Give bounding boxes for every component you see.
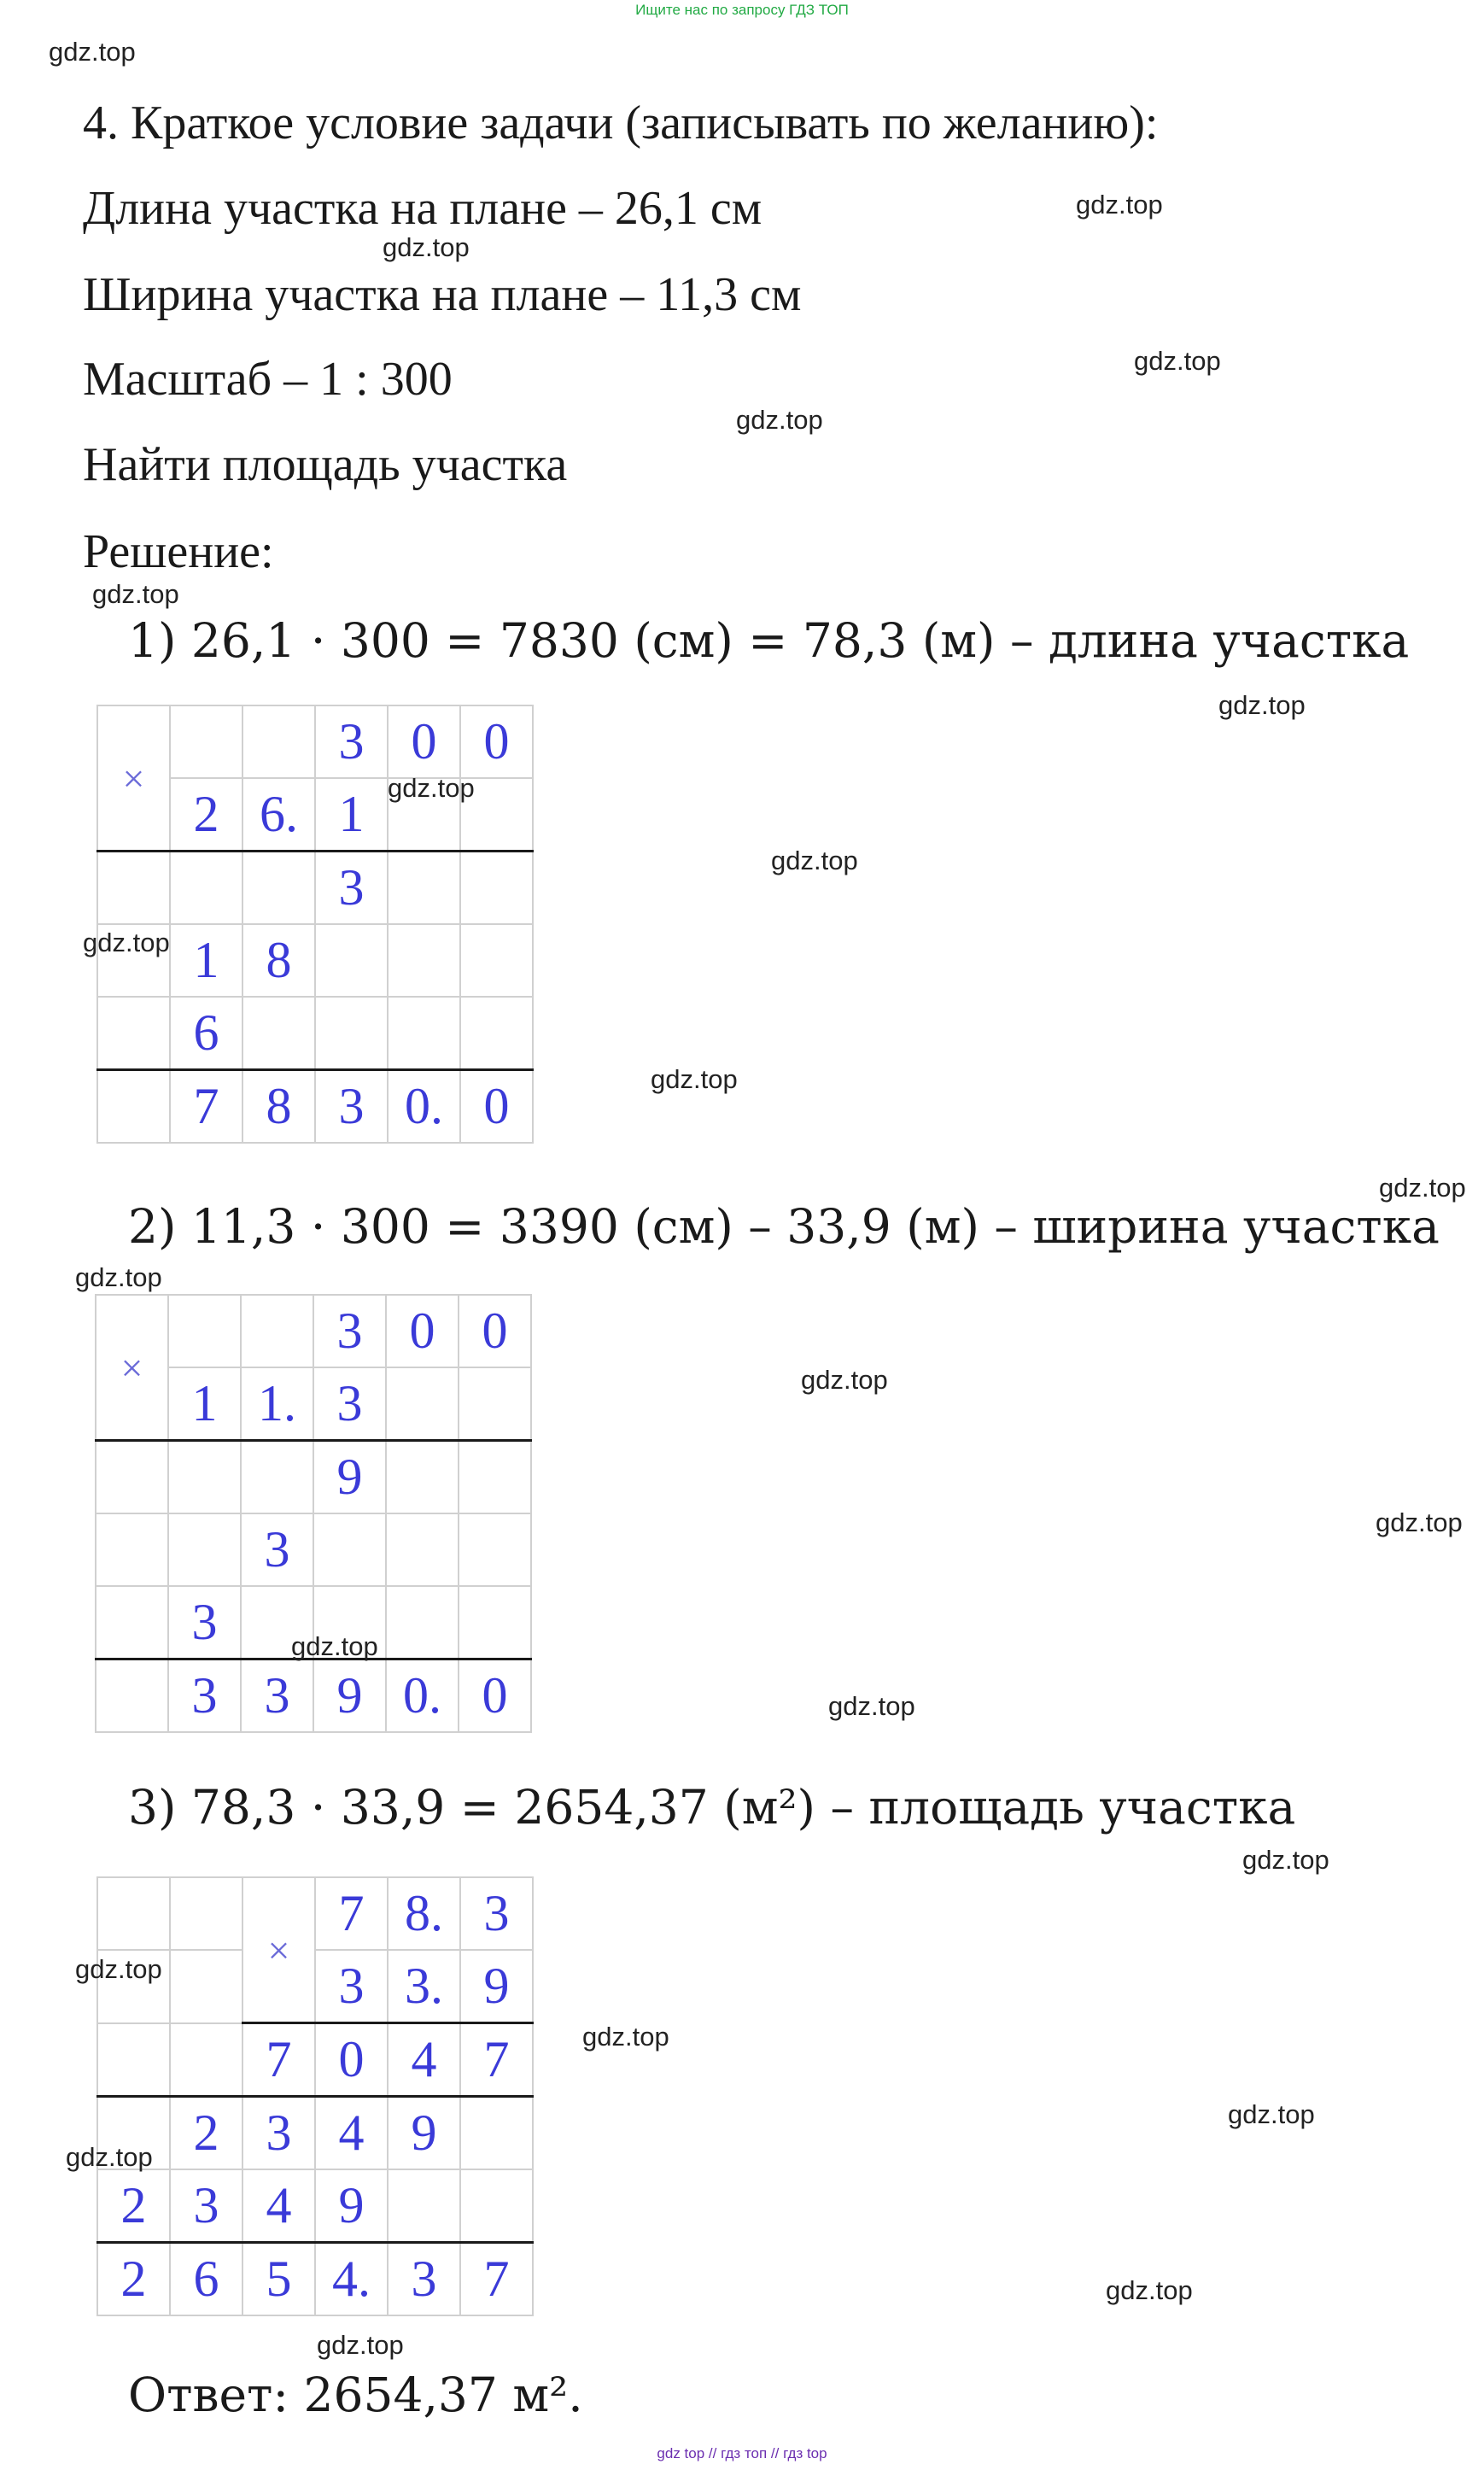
grid-row — [97, 705, 533, 778]
watermark: gdz.top — [83, 928, 170, 957]
grid-cell — [97, 1070, 170, 1144]
grid-cell — [315, 997, 388, 1070]
grid-cell — [315, 924, 388, 997]
grid-cell: 3 — [241, 1659, 313, 1733]
grid-cell — [96, 1659, 168, 1733]
grid-cell — [460, 2097, 533, 2170]
watermark: gdz.top — [1379, 1173, 1466, 1203]
grid-cell: 8. — [388, 1877, 460, 1950]
grid-cell — [242, 852, 315, 925]
grid-cell: 7 — [170, 1070, 242, 1144]
grid-row — [97, 1950, 533, 2023]
grid-cell: 3. — [388, 1950, 460, 2023]
watermark: gdz.top — [66, 2142, 153, 2172]
grid-cell: 4 — [388, 2023, 460, 2097]
grid-cell — [170, 2023, 242, 2097]
step-2-equation: 2) 11,3 · 300 = 3390 (см) – 33,9 (м) – ширина участка — [128, 1199, 1440, 1254]
grid-cell: 7 — [242, 2023, 315, 2097]
grid-row — [97, 1877, 533, 1950]
step-3-equation: 3) 78,3 · 33,9 = 2654,37 (м²) – площадь участка — [128, 1780, 1296, 1835]
grid-cell: 6 — [170, 997, 242, 1070]
grid-cell — [459, 1441, 531, 1514]
solution-label: Решение: — [83, 525, 274, 578]
grid-row — [97, 1070, 533, 1144]
grid-cell — [388, 2169, 460, 2243]
grid-cell: 1 — [170, 924, 242, 997]
grid-cell — [241, 1441, 313, 1514]
grid-row — [97, 997, 533, 1070]
watermark: gdz.top — [92, 579, 179, 609]
watermark: gdz.top — [1376, 1507, 1463, 1537]
watermark: gdz.top — [317, 2330, 404, 2360]
times-sign: × — [242, 1877, 315, 2023]
bottom-banner: gdz top // гдз топ // гдз top — [657, 2445, 827, 2461]
grid-row — [97, 852, 533, 925]
grid-cell — [97, 997, 170, 1070]
multiplication-grid-3 — [96, 1876, 534, 2316]
grid-cell — [242, 997, 315, 1070]
answer: Ответ: 2654,37 м². — [128, 2368, 583, 2422]
grid-cell — [170, 705, 242, 778]
multiplication-grid-2 — [95, 1294, 532, 1733]
grid-cell: 4 — [315, 2097, 388, 2170]
grid-cell: 7 — [315, 1877, 388, 1950]
grid-cell — [170, 1950, 242, 2023]
grid-cell: 8 — [242, 1070, 315, 1144]
given-scale: Масштаб – 1 : 300 — [83, 353, 453, 406]
grid-row — [97, 2169, 533, 2243]
grid-cell — [96, 1586, 168, 1659]
grid-cell — [460, 924, 533, 997]
times-sign: × — [96, 1295, 168, 1441]
watermark: gdz.top — [651, 1064, 738, 1094]
grid-cell: 3 — [168, 1659, 241, 1733]
grid-cell: 3 — [313, 1295, 386, 1367]
grid-cell: 4. — [315, 2243, 388, 2316]
grid-cell — [386, 1441, 459, 1514]
grid-cell: 4 — [242, 2169, 315, 2243]
grid-row — [96, 1659, 531, 1733]
grid-cell — [388, 997, 460, 1070]
grid-cell: 6 — [170, 2243, 242, 2316]
step-1-equation: 1) 26,1 · 300 = 7830 (см) = 78,3 (м) – длина участка — [128, 613, 1410, 668]
grid-cell — [460, 997, 533, 1070]
watermark: gdz.top — [828, 1691, 915, 1721]
grid-cell — [97, 852, 170, 925]
grid-cell — [241, 1295, 313, 1367]
grid-cell: 0. — [386, 1659, 459, 1733]
grid-cell: 8 — [242, 924, 315, 997]
grid-cell: 7 — [460, 2023, 533, 2097]
grid-cell: 9 — [313, 1659, 386, 1733]
grid-cell — [97, 1877, 170, 1950]
grid-cell: 9 — [313, 1441, 386, 1514]
grid-cell — [459, 1586, 531, 1659]
grid-cell: 0 — [388, 705, 460, 778]
top-banner: Ищите нас по запросу ГДЗ ТОП — [635, 2, 849, 18]
grid-cell — [386, 1367, 459, 1441]
grid-cell: 2 — [97, 2169, 170, 2243]
grid-row — [97, 2023, 533, 2097]
grid-cell: 9 — [315, 2169, 388, 2243]
grid-cell: 6. — [242, 778, 315, 852]
grid-cell — [96, 1441, 168, 1514]
grid-cell — [170, 852, 242, 925]
grid-cell: 9 — [460, 1950, 533, 2023]
grid-cell — [168, 1441, 241, 1514]
grid-cell — [460, 2169, 533, 2243]
grid-cell — [386, 1586, 459, 1659]
grid-cell: 3 — [388, 2243, 460, 2316]
grid-row — [96, 1295, 531, 1367]
watermark: gdz.top — [801, 1365, 888, 1395]
watermark: gdz.top — [1242, 1845, 1329, 1875]
grid-cell — [460, 852, 533, 925]
times-sign: × — [97, 705, 170, 852]
grid-cell: 9 — [388, 2097, 460, 2170]
watermark: gdz.top — [1076, 190, 1163, 220]
watermark: gdz.top — [75, 1262, 162, 1292]
grid-row — [96, 1441, 531, 1514]
watermark: gdz.top — [736, 405, 823, 435]
grid-cell — [170, 1877, 242, 1950]
watermark: gdz.top — [49, 37, 136, 67]
grid-cell: 3 — [313, 1367, 386, 1441]
grid-cell — [313, 1513, 386, 1586]
watermark: gdz.top — [388, 773, 475, 803]
task-heading: 4. Краткое условие задачи (записывать по желанию): — [83, 97, 1159, 149]
grid-cell — [96, 1513, 168, 1586]
grid-cell: 3 — [242, 2097, 315, 2170]
watermark: gdz.top — [383, 232, 470, 262]
multiplication-grid-1 — [96, 705, 534, 1144]
grid-cell — [242, 705, 315, 778]
grid-cell: 0 — [460, 1070, 533, 1144]
watermark: gdz.top — [1218, 690, 1306, 720]
grid-cell — [168, 1513, 241, 1586]
grid-cell — [388, 852, 460, 925]
grid-cell: 3 — [241, 1513, 313, 1586]
watermark: gdz.top — [75, 1954, 162, 1984]
grid-row — [97, 2097, 533, 2170]
grid-cell: 0 — [460, 705, 533, 778]
given-length: Длина участка на плане – 26,1 см — [83, 182, 762, 235]
grid-cell — [388, 924, 460, 997]
grid-cell — [386, 1513, 459, 1586]
grid-cell — [168, 1295, 241, 1367]
given-width: Ширина участка на плане – 11,3 см — [83, 268, 802, 321]
grid-cell: 3 — [460, 1877, 533, 1950]
grid-cell: 2 — [97, 2243, 170, 2316]
grid-cell: 3 — [315, 852, 388, 925]
grid-cell: 1 — [315, 778, 388, 852]
grid-cell: 0. — [388, 1070, 460, 1144]
watermark: gdz.top — [582, 2022, 669, 2052]
grid-cell: 3 — [315, 705, 388, 778]
watermark: gdz.top — [1134, 346, 1221, 376]
grid-cell — [97, 2023, 170, 2097]
grid-cell: 3 — [170, 2169, 242, 2243]
grid-row — [96, 1513, 531, 1586]
grid-cell: 1. — [241, 1367, 313, 1441]
grid-row — [97, 2243, 533, 2316]
grid-cell: 2 — [170, 2097, 242, 2170]
watermark: gdz.top — [291, 1631, 378, 1661]
watermark: gdz.top — [1228, 2099, 1315, 2129]
watermark: gdz.top — [771, 846, 858, 875]
grid-cell: 3 — [315, 1070, 388, 1144]
find-task: Найти площадь участка — [83, 438, 568, 491]
grid-cell: 0 — [459, 1659, 531, 1733]
grid-cell: 7 — [460, 2243, 533, 2316]
grid-cell: 0 — [386, 1295, 459, 1367]
grid-cell: 2 — [170, 778, 242, 852]
grid-cell: 5 — [242, 2243, 315, 2316]
grid-cell: 3 — [168, 1586, 241, 1659]
grid-cell — [459, 1367, 531, 1441]
grid-cell: 3 — [315, 1950, 388, 2023]
grid-cell: 0 — [315, 2023, 388, 2097]
watermark: gdz.top — [1106, 2275, 1193, 2305]
grid-cell: 0 — [459, 1295, 531, 1367]
grid-cell: 1 — [168, 1367, 241, 1441]
grid-cell — [459, 1513, 531, 1586]
